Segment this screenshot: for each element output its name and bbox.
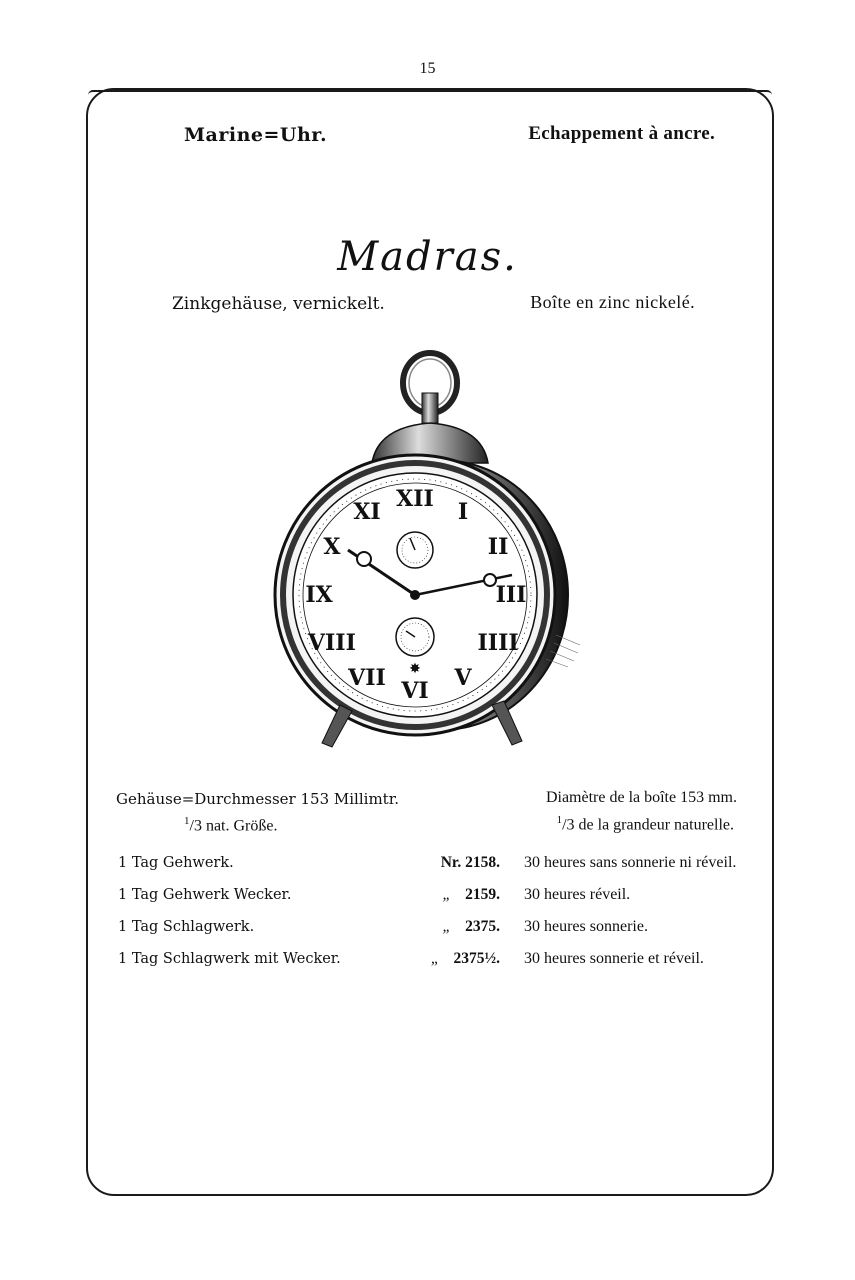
left-foot bbox=[322, 705, 352, 747]
german-diameter: Gehäuse=Durchmesser 153 Millimtr. bbox=[116, 790, 399, 808]
model-number: „ 2159. bbox=[442, 886, 500, 903]
product-title: Madras. bbox=[337, 234, 518, 280]
dial-numeral: I bbox=[457, 498, 469, 525]
header-left: Marine=Uhr. bbox=[184, 124, 328, 146]
french-diameter: Diamètre de la boîte 153 mm. bbox=[545, 789, 737, 806]
dial-numeral: VII bbox=[348, 665, 386, 692]
model-french: 30 heures sonnerie. bbox=[524, 918, 648, 935]
svg-text:✸: ✸ bbox=[409, 661, 421, 677]
model-german: 1 Tag Gehwerk. bbox=[118, 855, 234, 871]
alarm-clock-illustration bbox=[260, 345, 590, 755]
german-scale: $^1$/3 nat. Größe. bbox=[184, 815, 278, 835]
dial-numeral: X bbox=[323, 534, 341, 560]
dial-numeral: XII bbox=[396, 486, 434, 512]
hanging-ring bbox=[403, 353, 457, 423]
subtitle-german: Zinkgehäuse, vernickelt. bbox=[172, 294, 385, 314]
dial-numeral: III bbox=[495, 582, 527, 608]
model-german: 1 Tag Gehwerk Wecker. bbox=[118, 887, 292, 903]
model-german: 1 Tag Schlagwerk mit Wecker. bbox=[118, 951, 341, 967]
model-french: 30 heures sonnerie et réveil. bbox=[524, 950, 704, 967]
header-right: Echappement à ancre. bbox=[528, 123, 715, 144]
model-number: „ 2375. bbox=[442, 918, 500, 935]
dial-numeral: VI bbox=[401, 678, 429, 704]
subtitle-french: Boîte en zinc nickelé. bbox=[530, 292, 695, 312]
table-row bbox=[118, 943, 736, 975]
model-german: 1 Tag Schlagwerk. bbox=[118, 919, 255, 935]
model-french: 30 heures réveil. bbox=[524, 886, 631, 903]
model-table bbox=[118, 847, 736, 975]
dial-numeral: XI bbox=[353, 498, 381, 525]
french-scale: $^1$/3 de la grandeur naturelle. bbox=[556, 814, 734, 834]
dial-numeral: II bbox=[487, 534, 509, 560]
model-french: 30 heures sans sonnerie ni réveil. bbox=[524, 854, 737, 871]
model-number: Nr. 2158. bbox=[440, 854, 500, 871]
page-number: 15 bbox=[419, 60, 436, 77]
right-foot bbox=[492, 701, 522, 745]
dial-numeral: IX bbox=[305, 582, 333, 608]
model-number: „ 2375½. bbox=[430, 950, 500, 967]
table-row bbox=[118, 911, 736, 943]
dial-numeral: IIII bbox=[477, 630, 519, 656]
table-row bbox=[118, 879, 736, 911]
dial-numeral: V bbox=[454, 665, 472, 692]
table-row bbox=[118, 847, 736, 879]
dial-numeral: VIII bbox=[307, 630, 356, 656]
